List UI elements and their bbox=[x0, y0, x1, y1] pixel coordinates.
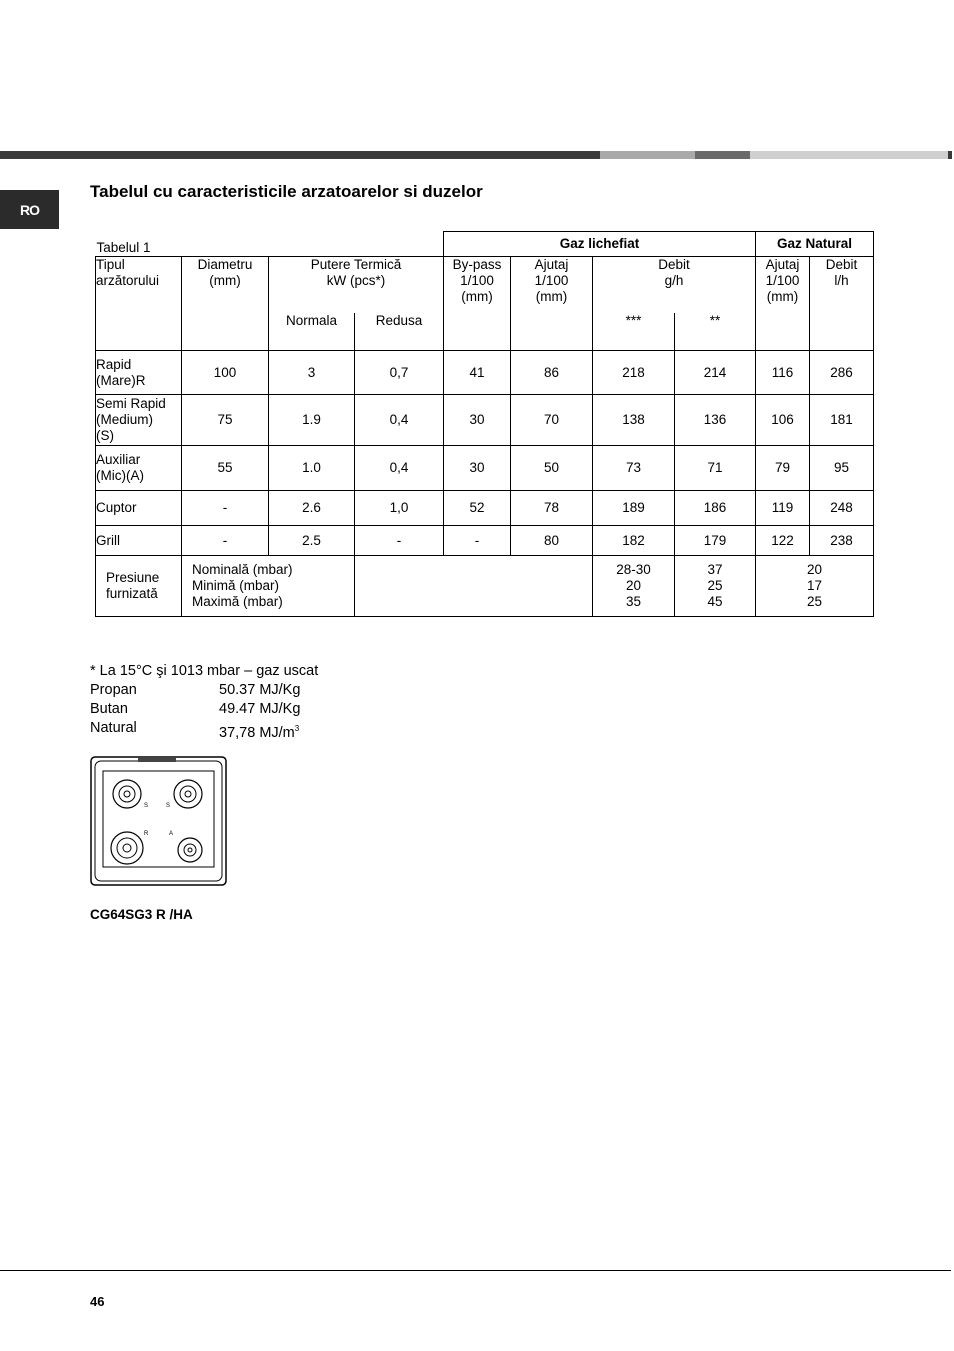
cell-flow-lpg-2: 186 bbox=[675, 491, 756, 526]
group-lpg: Gaz lichefiat bbox=[444, 232, 756, 257]
cell-reduced: 0,7 bbox=[355, 351, 444, 395]
cell-nozzle-ng: 119 bbox=[756, 491, 810, 526]
header-bypass: By-pass 1/100 (mm) bbox=[444, 257, 511, 351]
header-type: Tipul arzătorului bbox=[96, 257, 182, 351]
cell-diameter: 55 bbox=[182, 446, 269, 491]
cell-flow-lpg-1: 182 bbox=[593, 526, 675, 556]
cell-normal: 1.0 bbox=[269, 446, 355, 491]
label-s2: S bbox=[166, 803, 171, 809]
cell-flow-ng: 248 bbox=[810, 491, 874, 526]
cell-bypass: 52 bbox=[444, 491, 511, 526]
row-name: Auxiliar (Mic)(A) bbox=[96, 446, 182, 491]
pressure-ng: 20 17 25 bbox=[756, 556, 874, 617]
cell-diameter: 75 bbox=[182, 395, 269, 446]
table-row bbox=[96, 526, 874, 556]
cell-flow-lpg-2: 179 bbox=[675, 526, 756, 556]
page-number: 46 bbox=[90, 1294, 105, 1309]
cell-flow-lpg-2: 214 bbox=[675, 351, 756, 395]
row-name: Semi Rapid (Medium) (S) bbox=[96, 395, 182, 446]
cell-nozzle-ng: 79 bbox=[756, 446, 810, 491]
cell-normal: 2.6 bbox=[269, 491, 355, 526]
label-r: R bbox=[144, 831, 149, 837]
cell-diameter: - bbox=[182, 526, 269, 556]
cell-flow-ng: 181 bbox=[810, 395, 874, 446]
table-row bbox=[96, 351, 874, 395]
cell-bypass: 30 bbox=[444, 395, 511, 446]
cell-flow-lpg-1: 138 bbox=[593, 395, 675, 446]
header-power-reduced: Redusa bbox=[355, 313, 444, 351]
cell-flow-ng: 238 bbox=[810, 526, 874, 556]
cell-flow-lpg-2: 136 bbox=[675, 395, 756, 446]
cell-nozzle-ng: 116 bbox=[756, 351, 810, 395]
cell-reduced: 0,4 bbox=[355, 395, 444, 446]
header-power-normal: Normala bbox=[269, 313, 355, 351]
header-nozzle-ng: Ajutaj 1/100 (mm) bbox=[756, 257, 810, 351]
cell-flow-lpg-2: 71 bbox=[675, 446, 756, 491]
note-row: Propan 50.37 MJ/Kg bbox=[90, 682, 301, 698]
group-natural: Gaz Natural bbox=[756, 232, 874, 257]
pressure-empty bbox=[355, 556, 593, 617]
cell-flow-ng: 95 bbox=[810, 446, 874, 491]
calorific-notes bbox=[90, 662, 318, 743]
label-s1: S bbox=[144, 803, 149, 809]
cell-flow-lpg-1: 189 bbox=[593, 491, 675, 526]
header-flow-lpg-sub2: ** bbox=[675, 313, 756, 351]
pressure-lpg-1: 28-30 20 35 bbox=[593, 556, 675, 617]
pressure-lpg-2: 37 25 45 bbox=[675, 556, 756, 617]
cell-normal: 1.9 bbox=[269, 395, 355, 446]
note-row: Natural 37,78 $MJ/m^3$ bbox=[90, 720, 300, 741]
cell-reduced: 1,0 bbox=[355, 491, 444, 526]
header-nozzle-lpg: Ajutaj 1/100 (mm) bbox=[511, 257, 593, 351]
table-row bbox=[96, 395, 874, 446]
header-flow-lpg-sub1: *** bbox=[593, 313, 675, 351]
cell-bypass: 41 bbox=[444, 351, 511, 395]
cell-flow-lpg-1: 73 bbox=[593, 446, 675, 491]
hob-diagram bbox=[90, 756, 227, 886]
header-flow-ng: Debit l/h bbox=[810, 257, 874, 351]
table-caption: Tabelul 1 bbox=[96, 240, 151, 255]
footnote: * La 15°C şi 1013 mbar – gaz uscat bbox=[90, 663, 319, 679]
cell-diameter: - bbox=[182, 491, 269, 526]
cell-bypass: 30 bbox=[444, 446, 511, 491]
page-title: Tabelul cu caracteristicile arzatoarelor si duzelor bbox=[90, 182, 483, 201]
burner-table bbox=[95, 231, 874, 617]
cell-nozzle-lpg: 50 bbox=[511, 446, 593, 491]
cell-reduced: - bbox=[355, 526, 444, 556]
cell-nozzle-lpg: 70 bbox=[511, 395, 593, 446]
cell-nozzle-lpg: 80 bbox=[511, 526, 593, 556]
cell-nozzle-lpg: 86 bbox=[511, 351, 593, 395]
cell-flow-ng: 286 bbox=[810, 351, 874, 395]
cell-diameter: 100 bbox=[182, 351, 269, 395]
pressure-kinds: Nominală (mbar) Minimă (mbar) Maximă (mbar) bbox=[182, 556, 355, 617]
cell-bypass: - bbox=[444, 526, 511, 556]
pressure-label: Presiune furnizată bbox=[96, 556, 182, 617]
row-name: Grill bbox=[96, 526, 182, 556]
cell-reduced: 0,4 bbox=[355, 446, 444, 491]
cell-normal: 2.5 bbox=[269, 526, 355, 556]
pressure-row bbox=[96, 556, 874, 617]
cell-flow-lpg-1: 218 bbox=[593, 351, 675, 395]
cell-normal: 3 bbox=[269, 351, 355, 395]
table-row bbox=[96, 491, 874, 526]
model-code: CG64SG3 R /HA bbox=[90, 907, 193, 922]
table-row bbox=[96, 446, 874, 491]
footer-rule bbox=[0, 1270, 951, 1271]
header-flow-lpg: Debit g/h bbox=[593, 257, 756, 313]
header-power: Putere Termică kW (pcs*) bbox=[269, 257, 444, 313]
row-name: Cuptor bbox=[96, 491, 182, 526]
cell-nozzle-lpg: 78 bbox=[511, 491, 593, 526]
row-name: Rapid (Mare)R bbox=[96, 351, 182, 395]
cell-nozzle-ng: 122 bbox=[756, 526, 810, 556]
cell-nozzle-ng: 106 bbox=[756, 395, 810, 446]
label-a: A bbox=[169, 831, 174, 837]
language-tab: RO bbox=[0, 190, 59, 229]
note-row: Butan 49.47 MJ/Kg bbox=[90, 701, 301, 717]
header-stripe bbox=[0, 151, 954, 159]
header-diameter: Diametru (mm) bbox=[182, 257, 269, 351]
